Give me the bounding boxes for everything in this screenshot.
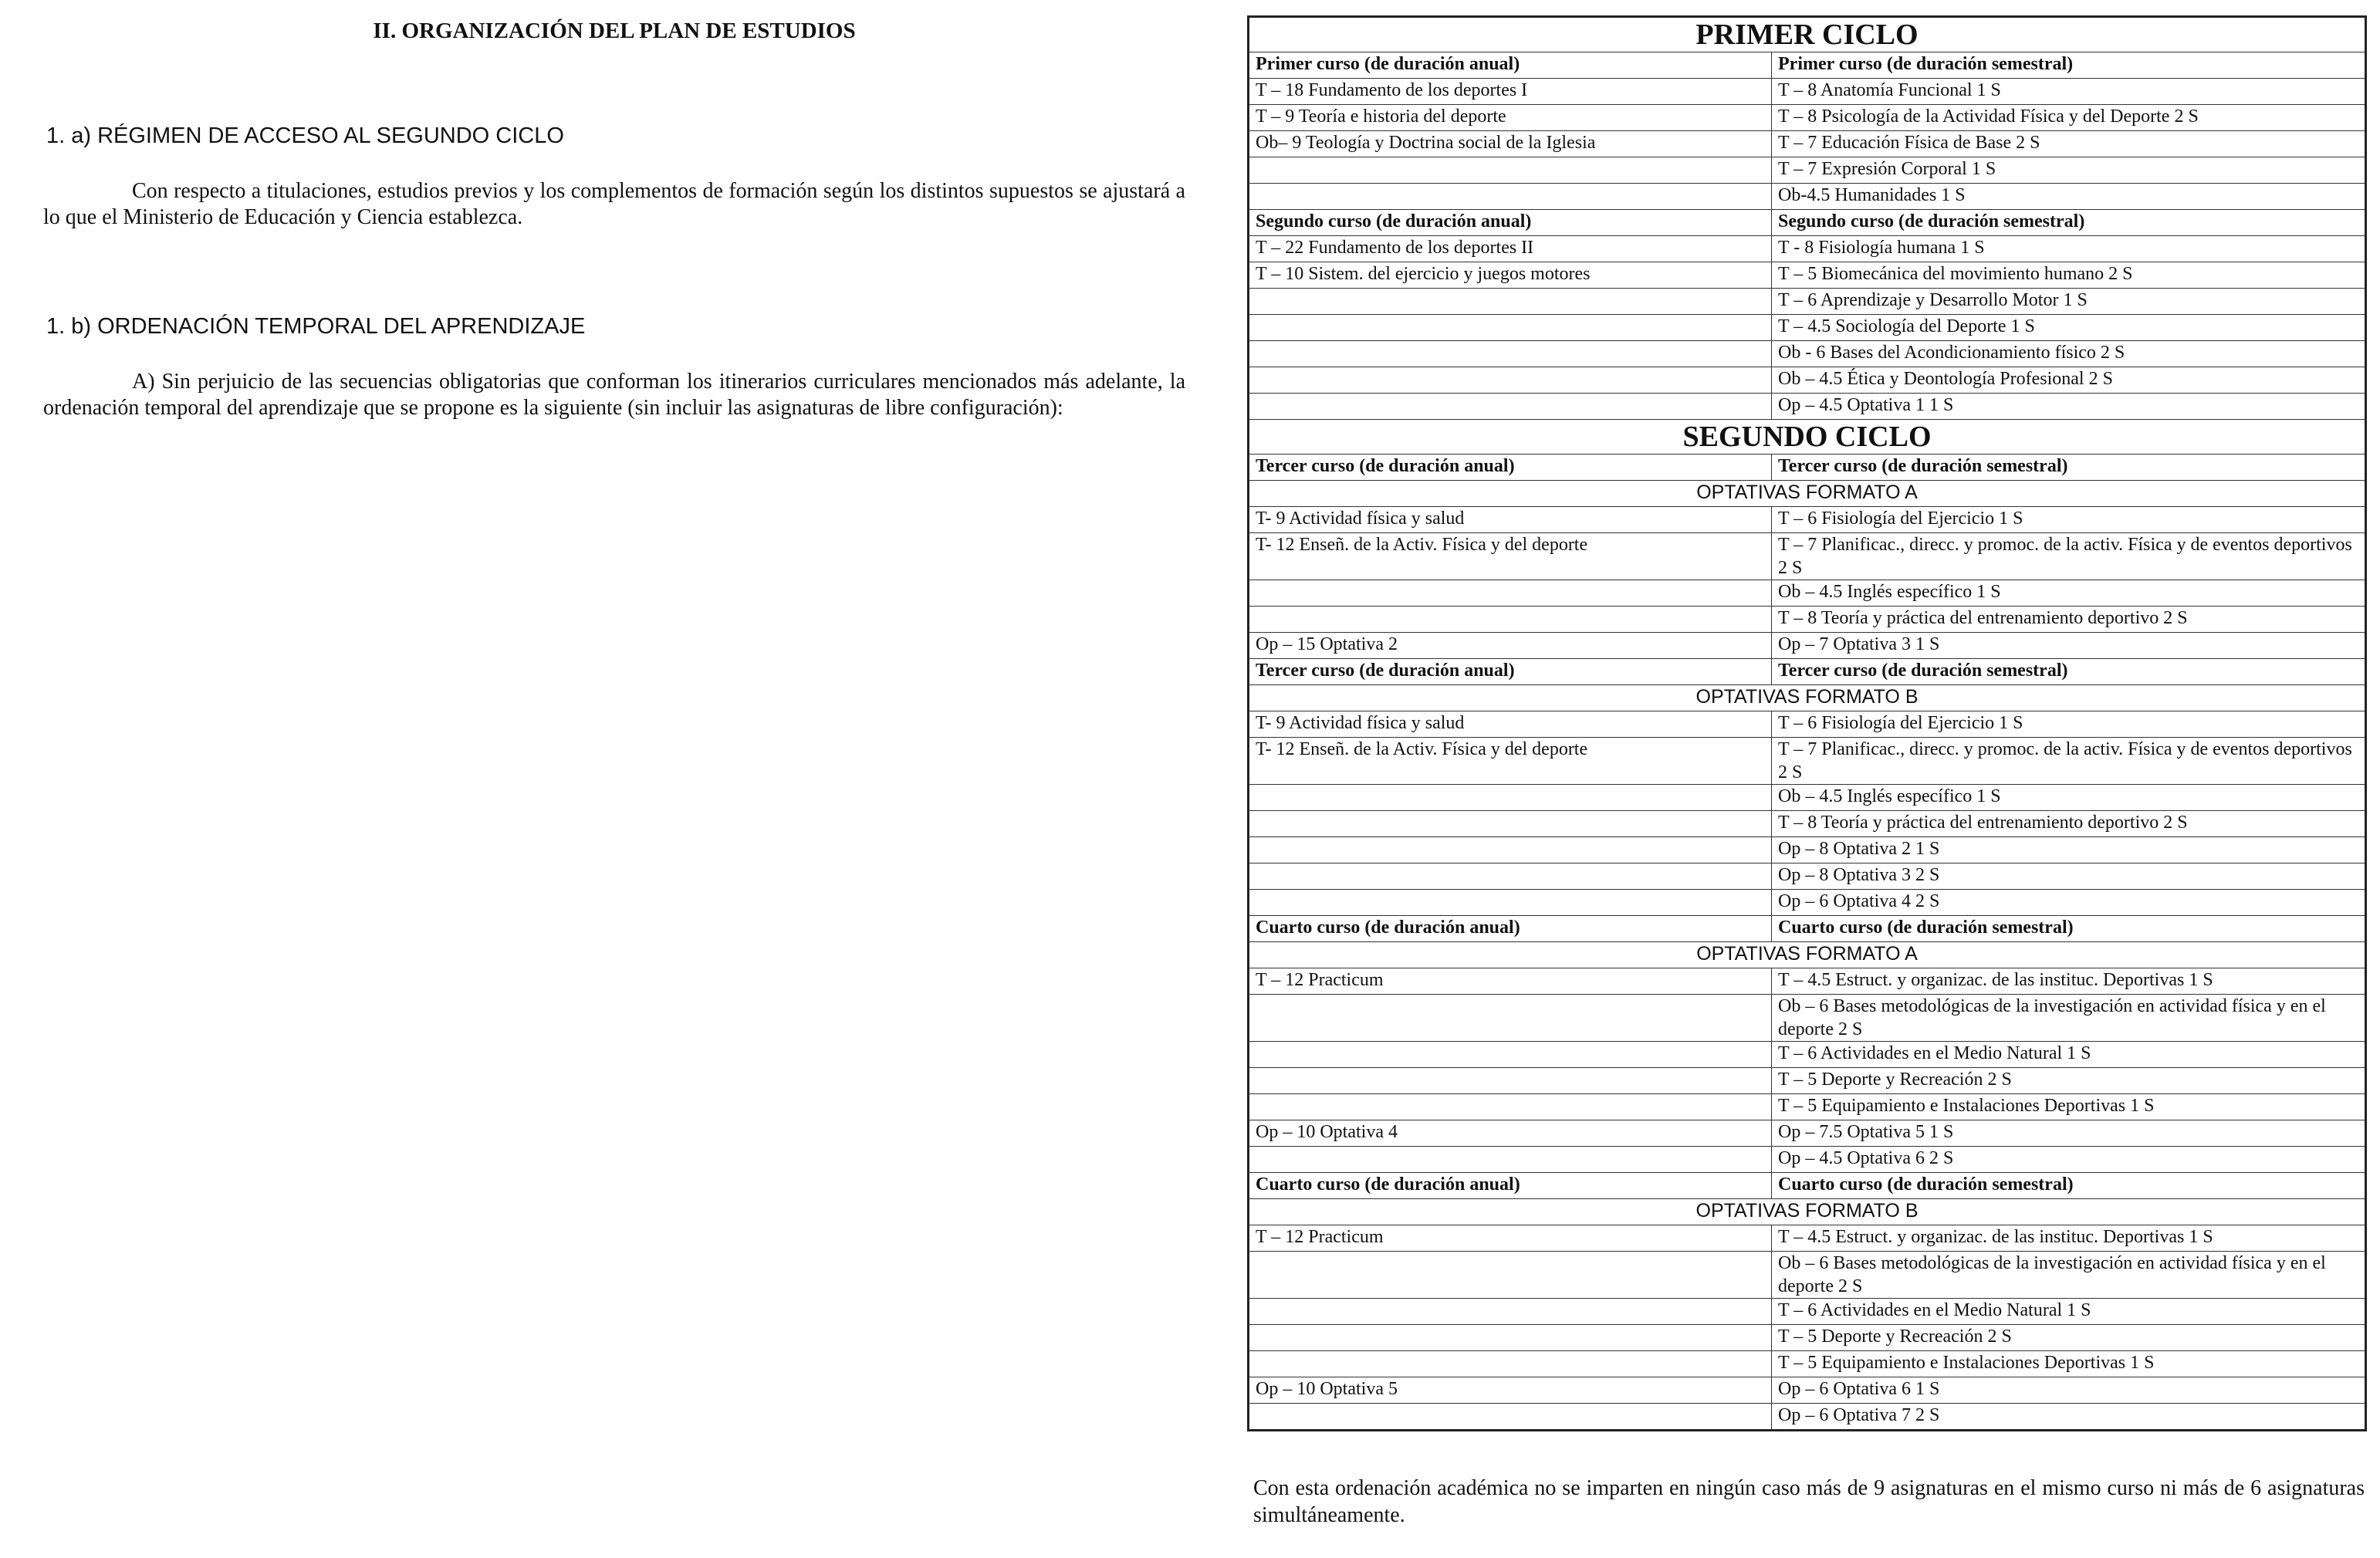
semester-subject-cell: Ob – 4.5 Inglés específico 1 S <box>1772 785 2366 811</box>
annual-subject-cell: T – 12 Practicum <box>1249 1225 1772 1252</box>
semester-subject-cell: T – 6 Actividades en el Medio Natural 1 S <box>1772 1299 2366 1325</box>
semester-subject-cell: T – 5 Equipamiento e Instalaciones Deportivas 1 S <box>1772 1094 2366 1120</box>
semester-course-header: Tercer curso (de duración semestral) <box>1772 455 2366 481</box>
table-row <box>1249 995 2366 1042</box>
table-row <box>1249 1094 2366 1120</box>
semester-subject-cell: T – 5 Deporte y Recreación 2 S <box>1772 1068 2366 1094</box>
table-row <box>1249 17 2366 52</box>
annual-subject-cell: Op – 15 Optativa 2 <box>1249 633 1772 659</box>
table-row <box>1249 455 2366 481</box>
annual-course-header: Cuarto curso (de duración anual) <box>1249 1173 1772 1199</box>
table-row <box>1249 157 2366 184</box>
semester-subject-cell: T – 4.5 Estruct. y organizac. de las instituc. Deportivas 1 S <box>1772 1225 2366 1252</box>
table-row <box>1249 131 2366 157</box>
section-title: II. ORGANIZACIÓN DEL PLAN DE ESTUDIOS <box>373 19 856 43</box>
semester-course-header: Segundo curso (de duración semestral) <box>1772 210 2366 236</box>
table-row <box>1249 1299 2366 1325</box>
annual-subject-cell <box>1249 315 1772 341</box>
semester-subject-cell: T – 6 Actividades en el Medio Natural 1 S <box>1772 1042 2366 1068</box>
semester-subject-cell: Op – 8 Optativa 2 1 S <box>1772 837 2366 863</box>
table-row <box>1249 968 2366 995</box>
table-row <box>1249 420 2366 455</box>
annual-subject-cell <box>1249 289 1772 315</box>
table-row <box>1249 1225 2366 1252</box>
semester-subject-cell: Ob – 6 Bases metodológicas de la investigación en actividad física y en el deporte 2 S <box>1772 995 2366 1042</box>
semester-subject-cell: T – 8 Anatomía Funcional 1 S <box>1772 79 2366 105</box>
plan-table-container <box>1247 15 2365 1431</box>
semester-subject-cell: Ob-4.5 Humanidades 1 S <box>1772 184 2366 210</box>
semester-course-header: Primer curso (de duración semestral) <box>1772 52 2366 79</box>
table-row <box>1249 210 2366 236</box>
annual-subject-cell: T – 9 Teoría e historia del deporte <box>1249 105 1772 131</box>
annual-subject-cell <box>1249 1404 1772 1431</box>
annual-subject-cell: T- 12 Enseñ. de la Activ. Física y del deporte <box>1249 533 1772 580</box>
table-row <box>1249 837 2366 863</box>
annual-subject-cell <box>1249 1147 1772 1173</box>
semester-subject-cell: Op – 7.5 Optativa 5 1 S <box>1772 1120 2366 1147</box>
table-row <box>1249 507 2366 533</box>
table-row <box>1249 580 2366 607</box>
semester-subject-cell: T – 5 Biomecánica del movimiento humano 2 S <box>1772 262 2366 289</box>
semester-subject-cell: T - 8 Fisiología humana 1 S <box>1772 236 2366 262</box>
plan-table <box>1247 15 2367 1431</box>
semester-subject-cell: T – 7 Educación Física de Base 2 S <box>1772 131 2366 157</box>
cycle-heading: PRIMER CICLO <box>1249 17 2366 52</box>
annual-subject-cell <box>1249 811 1772 837</box>
plan-table-body <box>1249 17 2366 1431</box>
table-row <box>1249 1173 2366 1199</box>
section-a-paragraph: Con respecto a titulaciones, estudios previos y los complementos de formación según los distintos supuestos se ajustará a lo que el Ministerio de Educación y Ciencia establezca. <box>43 179 1185 229</box>
annual-subject-cell <box>1249 785 1772 811</box>
semester-subject-cell: T – 8 Psicología de la Actividad Física y del Deporte 2 S <box>1772 105 2366 131</box>
table-row <box>1249 1377 2366 1404</box>
annual-subject-cell <box>1249 367 1772 394</box>
semester-subject-cell: T – 4.5 Sociología del Deporte 1 S <box>1772 315 2366 341</box>
cycle-heading: SEGUNDO CICLO <box>1249 420 2366 455</box>
table-row <box>1249 1068 2366 1094</box>
table-row <box>1249 811 2366 837</box>
table-row <box>1249 890 2366 916</box>
annual-subject-cell <box>1249 995 1772 1042</box>
table-row <box>1249 1351 2366 1377</box>
annual-subject-cell: T- 12 Enseñ. de la Activ. Física y del deporte <box>1249 738 1772 785</box>
annual-subject-cell: T – 12 Practicum <box>1249 968 1772 995</box>
annual-subject-cell <box>1249 1042 1772 1068</box>
table-row <box>1249 79 2366 105</box>
annual-subject-cell <box>1249 1094 1772 1120</box>
annual-course-header: Tercer curso (de duración anual) <box>1249 455 1772 481</box>
table-row <box>1249 1404 2366 1431</box>
annual-subject-cell <box>1249 341 1772 367</box>
annual-subject-cell: T – 10 Sistem. del ejercicio y juegos motores <box>1249 262 1772 289</box>
semester-subject-cell: Op – 7 Optativa 3 1 S <box>1772 633 2366 659</box>
annual-subject-cell: Ob– 9 Teología y Doctrina social de la Iglesia <box>1249 131 1772 157</box>
semester-subject-cell: Op – 4.5 Optativa 6 2 S <box>1772 1147 2366 1173</box>
table-row <box>1249 738 2366 785</box>
annual-subject-cell <box>1249 837 1772 863</box>
table-row <box>1249 367 2366 394</box>
semester-course-header: Cuarto curso (de duración semestral) <box>1772 1173 2366 1199</box>
semester-subject-cell: Op – 6 Optativa 4 2 S <box>1772 890 2366 916</box>
semester-subject-cell: T – 8 Teoría y práctica del entrenamiento deportivo 2 S <box>1772 607 2366 633</box>
table-row <box>1249 262 2366 289</box>
section-b-paragraph: A) Sin perjuicio de las secuencias obligatorias que conforman los itinerarios curriculares mencionados más adelante, la ordenación temporal del aprendizaje que se propone es la siguiente (sin incluir las asignaturas de libre configuración): <box>43 370 1185 420</box>
table-row <box>1249 105 2366 131</box>
semester-subject-cell: Ob - 6 Bases del Acondicionamiento físico 2 S <box>1772 341 2366 367</box>
annual-subject-cell: Op – 10 Optativa 5 <box>1249 1377 1772 1404</box>
table-row <box>1249 481 2366 507</box>
table-row <box>1249 785 2366 811</box>
semester-subject-cell: Ob – 4.5 Inglés específico 1 S <box>1772 580 2366 607</box>
table-row <box>1249 1147 2366 1173</box>
semester-subject-cell: Op – 6 Optativa 7 2 S <box>1772 1404 2366 1431</box>
table-row <box>1249 659 2366 685</box>
semester-subject-cell: T – 6 Aprendizaje y Desarrollo Motor 1 S <box>1772 289 2366 315</box>
table-row <box>1249 289 2366 315</box>
table-row <box>1249 184 2366 210</box>
semester-subject-cell: T – 6 Fisiología del Ejercicio 1 S <box>1772 711 2366 738</box>
table-row <box>1249 1120 2366 1147</box>
semester-subject-cell: T – 7 Planificac., direcc. y promoc. de la activ. Física y de eventos deportivos 2 S <box>1772 738 2366 785</box>
annual-subject-cell: Op – 10 Optativa 4 <box>1249 1120 1772 1147</box>
semester-course-header: Cuarto curso (de duración semestral) <box>1772 916 2366 942</box>
semester-subject-cell: T – 7 Expresión Corporal 1 S <box>1772 157 2366 184</box>
optativas-format-label: OPTATIVAS FORMATO B <box>1249 1199 2366 1225</box>
table-row <box>1249 607 2366 633</box>
semester-subject-cell: T – 8 Teoría y práctica del entrenamiento deportivo 2 S <box>1772 811 2366 837</box>
optativas-format-label: OPTATIVAS FORMATO B <box>1249 685 2366 711</box>
annual-subject-cell <box>1249 157 1772 184</box>
semester-subject-cell: T – 5 Equipamiento e Instalaciones Deportivas 1 S <box>1772 1351 2366 1377</box>
semester-subject-cell: Op – 6 Optativa 6 1 S <box>1772 1377 2366 1404</box>
semester-subject-cell: T – 5 Deporte y Recreación 2 S <box>1772 1325 2366 1351</box>
table-row <box>1249 533 2366 580</box>
annual-course-header: Cuarto curso (de duración anual) <box>1249 916 1772 942</box>
table-row <box>1249 685 2366 711</box>
annual-course-header: Tercer curso (de duración anual) <box>1249 659 1772 685</box>
table-row <box>1249 711 2366 738</box>
table-row <box>1249 1042 2366 1068</box>
annual-course-header: Primer curso (de duración anual) <box>1249 52 1772 79</box>
semester-subject-cell: Op – 8 Optativa 3 2 S <box>1772 863 2366 890</box>
table-row <box>1249 863 2366 890</box>
annual-subject-cell <box>1249 1351 1772 1377</box>
section-a-heading: 1. a) RÉGIMEN DE ACCESO AL SEGUNDO CICLO <box>46 123 564 148</box>
optativas-format-label: OPTATIVAS FORMATO A <box>1249 481 2366 507</box>
annual-subject-cell: T- 9 Actividad física y salud <box>1249 711 1772 738</box>
table-row <box>1249 1252 2366 1299</box>
annual-subject-cell <box>1249 1068 1772 1094</box>
table-row <box>1249 1325 2366 1351</box>
footer-note: Con esta ordenación académica no se imparten en ningún caso más de 9 asignaturas en el mismo curso ni más de 6 asignaturas simultáneamente. <box>1253 1476 2365 1527</box>
table-row <box>1249 942 2366 968</box>
annual-subject-cell <box>1249 1252 1772 1299</box>
semester-subject-cell: T – 6 Fisiología del Ejercicio 1 S <box>1772 507 2366 533</box>
table-row <box>1249 315 2366 341</box>
annual-subject-cell <box>1249 1299 1772 1325</box>
annual-subject-cell: T – 18 Fundamento de los deportes I <box>1249 79 1772 105</box>
semester-subject-cell: Ob – 6 Bases metodológicas de la investigación en actividad física y en el deporte 2 S <box>1772 1252 2366 1299</box>
left-column <box>43 14 1185 421</box>
annual-subject-cell <box>1249 1325 1772 1351</box>
table-row <box>1249 52 2366 79</box>
annual-subject-cell <box>1249 607 1772 633</box>
annual-subject-cell <box>1249 863 1772 890</box>
annual-subject-cell: T – 22 Fundamento de los deportes II <box>1249 236 1772 262</box>
section-b-heading: 1. b) ORDENACIÓN TEMPORAL DEL APRENDIZAJE <box>46 314 586 339</box>
table-row <box>1249 916 2366 942</box>
semester-subject-cell: Op – 4.5 Optativa 1 1 S <box>1772 394 2366 420</box>
semester-subject-cell: Ob – 4.5 Ética y Deontología Profesional 2 S <box>1772 367 2366 394</box>
table-row <box>1249 341 2366 367</box>
table-row <box>1249 633 2366 659</box>
annual-subject-cell <box>1249 394 1772 420</box>
annual-subject-cell <box>1249 580 1772 607</box>
annual-subject-cell <box>1249 890 1772 916</box>
optativas-format-label: OPTATIVAS FORMATO A <box>1249 942 2366 968</box>
annual-subject-cell: T- 9 Actividad física y salud <box>1249 507 1772 533</box>
table-row <box>1249 236 2366 262</box>
annual-course-header: Segundo curso (de duración anual) <box>1249 210 1772 236</box>
semester-subject-cell: T – 4.5 Estruct. y organizac. de las instituc. Deportivas 1 S <box>1772 968 2366 995</box>
annual-subject-cell <box>1249 184 1772 210</box>
semester-course-header: Tercer curso (de duración semestral) <box>1772 659 2366 685</box>
table-row <box>1249 394 2366 420</box>
table-row <box>1249 1199 2366 1225</box>
semester-subject-cell: T – 7 Planificac., direcc. y promoc. de la activ. Física y de eventos deportivos 2 S <box>1772 533 2366 580</box>
